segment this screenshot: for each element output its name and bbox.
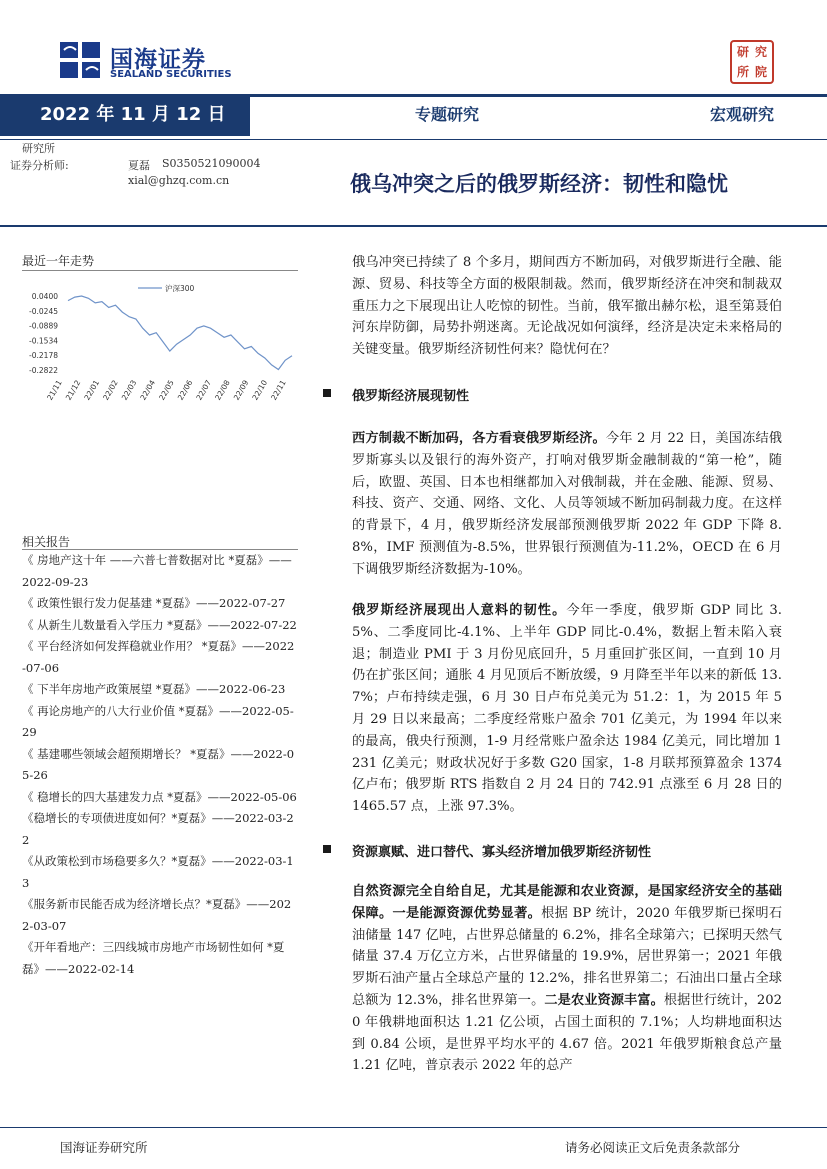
paragraph-lead: 自然资源完全自给自足，尤其是能源和农业资源，是国家经济安全的基础保障。一是能源资源优势显著。 [352, 884, 782, 921]
related-report-item[interactable]: 《 再论房地产的八大行业价值 *夏磊》——2022-05-29 [22, 703, 294, 739]
seal-char: 所 [736, 65, 749, 79]
related-report-item[interactable]: 《 基建哪些领域会超预期增长？ *夏磊》——2022-05-26 [22, 746, 295, 782]
x-tick-label: 22/06 [175, 378, 195, 402]
brand-name-en: SEALAND SECURITIES [110, 69, 232, 80]
section-title: 资源禀赋、进口替代、寡头经济增加俄罗斯经济韧性 [352, 845, 652, 860]
x-tick-label: 21/12 [63, 378, 83, 402]
seal-char: 院 [754, 65, 767, 79]
related-report-item[interactable]: 《开年看地产：三四线城市房地产市场韧性如何 *夏磊》——2022-02-14 [22, 940, 285, 976]
x-tick-label: 22/11 [269, 378, 288, 402]
paragraph-body: 今年 2 月 22 日，美国冻结俄罗斯寡头以及银行的海外资产，打响对俄罗斯金融制裁的“第一枪”，随后，欧盟、英国、日本也相继都加入对俄制裁，并在金融、能源、贸易、科技、资产、交通、网络、文化、人员等领域不断加码制裁力度。在这样的背景下，4 月，俄罗斯经济发展部预测俄罗斯 2022 年 GDP 下降 8.8%，IMF 预测值为-8.5%，世界银行预测值为-11.2%，OECD 在 6 月下调俄罗斯经济数据为-10%。 [352, 431, 782, 577]
y-tick-label: -0.0245 [29, 306, 58, 316]
intro-paragraph: 俄乌冲突已持续了 8 个多月，期间西方不断加码，对俄罗斯进行全融、能源、贸易、科技等全方面的极限制裁。然而，俄罗斯经济在冲突和制裁双重压力之下展现出让人吃惊的韧性。当前，俄军撤出赫尔松，退至第聂伯河东岸防御，局势扑朔迷离。无论战况如何演绎，经济是决定未来格局的关键变量。俄罗斯经济韧性何来？隐忧何在？ [352, 255, 782, 358]
seal-char: 研 [736, 45, 749, 59]
x-tick-label: 22/07 [194, 378, 214, 402]
related-reports-list [22, 550, 298, 980]
paragraph-body: 根据世行统计，2020 年俄耕地面积达 1.21 亿公顷，占国土面积的 7.1%；人均耕地面积达到 0.84 公顷，是世界平均水平的 4.67 倍。2021 年俄罗斯粮食总产量 1.21 亿吨，普京表示 2022 年的总产 [352, 992, 783, 1074]
related-report-item[interactable]: 《 下半年房地产政策展望 *夏磊》——2022-06-23 [22, 682, 286, 696]
title-divider [0, 225, 827, 227]
paragraph-lead: 俄罗斯经济展现出人意料的韧性。 [352, 603, 567, 618]
x-tick-label: 21/11 [45, 378, 64, 402]
paragraph [352, 428, 782, 581]
series-line [68, 296, 292, 370]
x-tick-label: 22/08 [213, 378, 232, 402]
brand-name-cn: 国海证券 [110, 47, 206, 73]
x-tick-label: 22/09 [231, 378, 251, 402]
y-tick-label: -0.0889 [29, 321, 58, 331]
related-report-item[interactable]: 《 政策性银行发力促基建 *夏磊》——2022-07-27 [22, 596, 286, 610]
report-title: 俄乌冲突之后的俄罗斯经济：韧性和隐忧 [350, 171, 728, 196]
related-report-item[interactable]: 《服务新市民能否成为经济增长点？*夏磊》——2022-03-07 [22, 897, 292, 933]
related-report-item[interactable]: 《 从新生儿数量看入学压力 *夏磊》——2022-07-22 [22, 617, 297, 632]
paragraph-body: 根据 BP 统计，2020 年俄罗斯已探明石油储量 147 亿吨，占世界总储量的 6.2%，排名全球第六；已探明天然气储量 37.4 万亿立方米，占世界储量的 19.9%，居世界第一；2021 年俄罗斯石油产量占全球总产量的 12.2%，排名世界第二；石油出口量占全球总额为 12.3%，排名世界第一。 [352, 905, 783, 1008]
seal-char: 究 [754, 45, 767, 59]
author-dept: 研究所 [22, 142, 55, 155]
research-seal-icon [730, 40, 774, 84]
trend-heading-rule [22, 270, 298, 271]
x-tick-label: 22/05 [157, 378, 176, 402]
footer-left: 国海证券研究所 [60, 1140, 148, 1155]
related-report-item[interactable]: 《 房地产这十年 ——六普七普数据对比 *夏磊》——2022-09-23 [22, 553, 292, 589]
x-tick-label: 22/03 [119, 378, 139, 402]
trend-chart [22, 276, 298, 426]
author-role: 证券分析师: [10, 159, 69, 172]
y-tick-label: -0.2822 [29, 366, 58, 375]
report-date: 2022 年 11 月 12 日 [0, 94, 250, 136]
paragraph-body: 今年一季度，俄罗斯 GDP 同比 3.5%、二季度同比-4.1%、上半年 GDP 同比-0.4%，数据上暂未陷入衰退；制造业 PMI 于 3 月份见底回升，5 月重回扩张区间，一直到 10 月仍在扩张区间；通胀 4 月见顶后不断放缓，9 月降至半年以来的新低 13.7%；卢布持续走强，6 月 30 日卢布兑美元为 51.2：1，为 2015 年 5 月 29 日以来最高；二季度经常账户盈余 701 亿美元，为 1994 年以来的最高，俄央行预测，1-9 月经常账户盈余达 1984 亿美元，同比增加 1231 亿美元；财政状况好于多数 G20 国家，1-8 月联邦预算盈余 1374 亿卢布；俄罗斯 RTS 指数自 2 月 24 日的 742.91 点涨至 6 月 28 日的 1465.57 点，上涨 97.3%。 [352, 603, 783, 815]
related-report-item[interactable]: 《从政策松到市场稳要多久？*夏磊》——2022-03-13 [22, 854, 294, 890]
sealand-logo-icon [58, 40, 102, 80]
report-topic: 专题研究 [415, 105, 480, 124]
brand-logo [58, 40, 258, 84]
footer-disclaimer: 请务必阅读正文后免责条款部分 [565, 1140, 741, 1155]
y-tick-label: -0.1534 [29, 336, 58, 346]
x-tick-label: 22/10 [250, 378, 270, 402]
paragraph [352, 600, 782, 818]
y-tick-label: -0.2178 [29, 351, 58, 361]
trend-heading: 最近一年走势 [22, 254, 95, 268]
x-tick-label: 22/04 [138, 378, 158, 402]
author-email[interactable]: xial@ghzq.com.cn [128, 174, 230, 187]
report-category: 宏观研究 [710, 105, 775, 124]
section-bullet-icon [323, 845, 331, 853]
x-tick-label: 22/02 [101, 378, 120, 402]
paragraph [352, 881, 782, 1077]
related-report-item[interactable]: 《 平台经济如何发挥稳就业作用？ *夏磊》——2022-07-06 [22, 639, 295, 675]
x-tick-label: 22/01 [82, 378, 102, 402]
related-heading: 相关报告 [22, 535, 71, 549]
footer-rule [0, 1127, 827, 1128]
author-license: S0350521090004 [162, 157, 261, 170]
related-report-item[interactable]: 《 稳增长的四大基建发力点 *夏磊》——2022-05-06 [22, 789, 297, 804]
author-name: 夏磊 [128, 159, 150, 172]
paragraph-lead: 二是农业资源丰富。 [544, 992, 664, 1008]
y-tick-label: 0.0400 [31, 292, 58, 301]
related-report-item[interactable]: 《稳增长的专项债进度如何？*夏磊》——2022-03-22 [22, 811, 294, 847]
paragraph-lead: 西方制裁不断加码，各方看衰俄罗斯经济。 [352, 431, 606, 446]
section-title: 俄罗斯经济展现韧性 [352, 389, 470, 404]
legend-label: 沪深300 [165, 284, 195, 293]
section-bullet-icon [323, 389, 331, 397]
